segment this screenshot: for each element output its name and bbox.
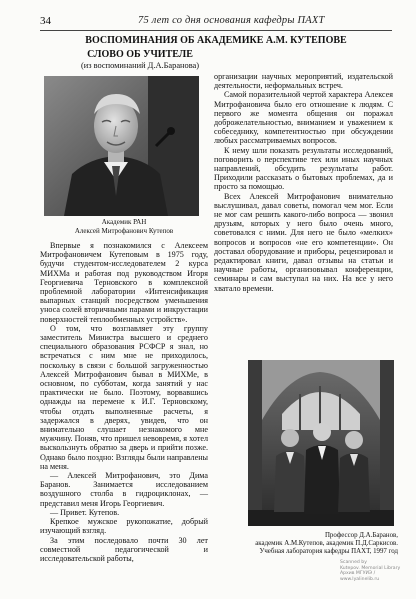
paragraph: организации научных мероприятий, издательской деятельности, неформальных встреч.	[214, 72, 393, 91]
paragraph: О том, что возглавляет эту группу заместитель Министра высшего и среднего специального образования РСФСР я знал, но встречаться с ним мне не приходилось, поскольку в связи с большой загруженностью Алексей Митрофанович бывал в МИХМе, в основном, по субботам, когда занятий у нас практически не было. Поэтому, ворвавшись однажды на перемене к И.Г. Терновскому, чтобы отдать выполненные расчеты, я задержался в дверях, увидев, что он внимательно слушает незнакомого мне мужчину. Поняв, что пришел невовремя, я хотел выскользнуть обратно за дверь и прийти позже. Однако было поздно: Взгляды были направлены на меня.	[40, 323, 208, 471]
running-title: 75 лет со дня основания кафедры ПАХТ	[138, 15, 325, 26]
header-rule	[40, 30, 392, 31]
article-title: СЛОВО ОБ УЧИТЕЛЕ	[87, 49, 193, 60]
section-title: ВОСПОМИНАНИЯ ОБ АКАДЕМИКЕ А.М. КУТЕПОВЕ	[85, 35, 347, 46]
text-column-right	[214, 72, 393, 293]
group-caption-line-3: Учебная лаборатория кафедры ПАХТ, 1997 год	[259, 548, 398, 556]
stamp-line-2: Kutepov. Memorial Library	[340, 565, 401, 571]
paragraph: К нему шли показать результаты исследований, поговорить о перспективе тех или иных научных направлений, обсудить результаты работ. Приходили рассказать о бытовых проблемах, да и просто за помощью.	[214, 145, 393, 192]
library-stamp	[340, 560, 410, 582]
stamp-line-1: Scanned by	[340, 560, 367, 565]
group-photo-caption	[212, 532, 398, 556]
stamp-line-3: Архив МГУИЭ / www.lyalinelib.ru	[340, 571, 380, 582]
paragraph: Крепкое мужское рукопожатие, добрый изучающий взгляд.	[40, 517, 208, 536]
portrait-caption	[40, 218, 208, 235]
paragraph: Самой поразительной чертой характера Алексея Митрофановича было его отношение к людям. С первого же момента общения он поражал доброжелательностью, вниманием и уважением к собеседнику, компетентностью при обсуждении любых рассматриваемых вопросов.	[214, 90, 393, 146]
portrait-photo	[44, 76, 199, 216]
running-header	[40, 14, 392, 30]
paragraph: — Привет. Кутепов.	[50, 507, 120, 517]
portrait-caption-line-2: Алексей Митрофанович Кутепов	[74, 226, 174, 235]
group-caption-line-1: Профессор Д.А.Баранов,	[324, 532, 398, 539]
group-caption-line-2: академик А.М.Кутепов, академик П.Д.Саркисов.	[255, 540, 398, 548]
page-number: 34	[40, 15, 51, 27]
portrait-photo-icon	[44, 76, 199, 216]
article-subtitle: (из воспоминаний Д.А.Баранова)	[80, 61, 200, 70]
text-column-left	[40, 241, 208, 563]
paragraph: Впервые я познакомился с Алексеем Митрофановичем Кутеповым в 1975 году, будучи студентом-исследователем 2 курса МИХМа и работая под руководством Игоря Георгиевича Терновского в комплексной проблемной лаборатории «Интенсификация выпарных станций посредством уменьшения уноса солей вторичными парами и инкрустации поверхностей теплообменных устройств».	[40, 241, 208, 324]
group-photo-icon	[248, 360, 394, 526]
group-photo	[248, 360, 394, 526]
portrait-caption-line-1: Академик РАН	[101, 218, 147, 226]
paragraph: За этим последовало почти 30 лет совместной педагогической и исследовательской работы,	[40, 535, 208, 563]
paragraph: — Алексей Митрофанович, это Дима Баранов. Занимается исследованием воздушного столба в гидроциклонах, — представил меня Игорь Георгиевич.	[40, 471, 208, 508]
paragraph: Всех Алексей Митрофанович внимательно выслушивал, давал советы, помогал чем мог. Если не мог сам решить какого-либо вопроса — звонил друзьям, которых у него было очень много, советовался с ними. Для него не было «мелких» вопросов и вопросов «не его компетенции». Он доставал оборудование и приборы, рецензировал и редактировал книги, давал отзывы на статьи и научные работы, организовывал конференции, семинары и сам выступал на них. На все у него хватало времени.	[214, 191, 393, 293]
